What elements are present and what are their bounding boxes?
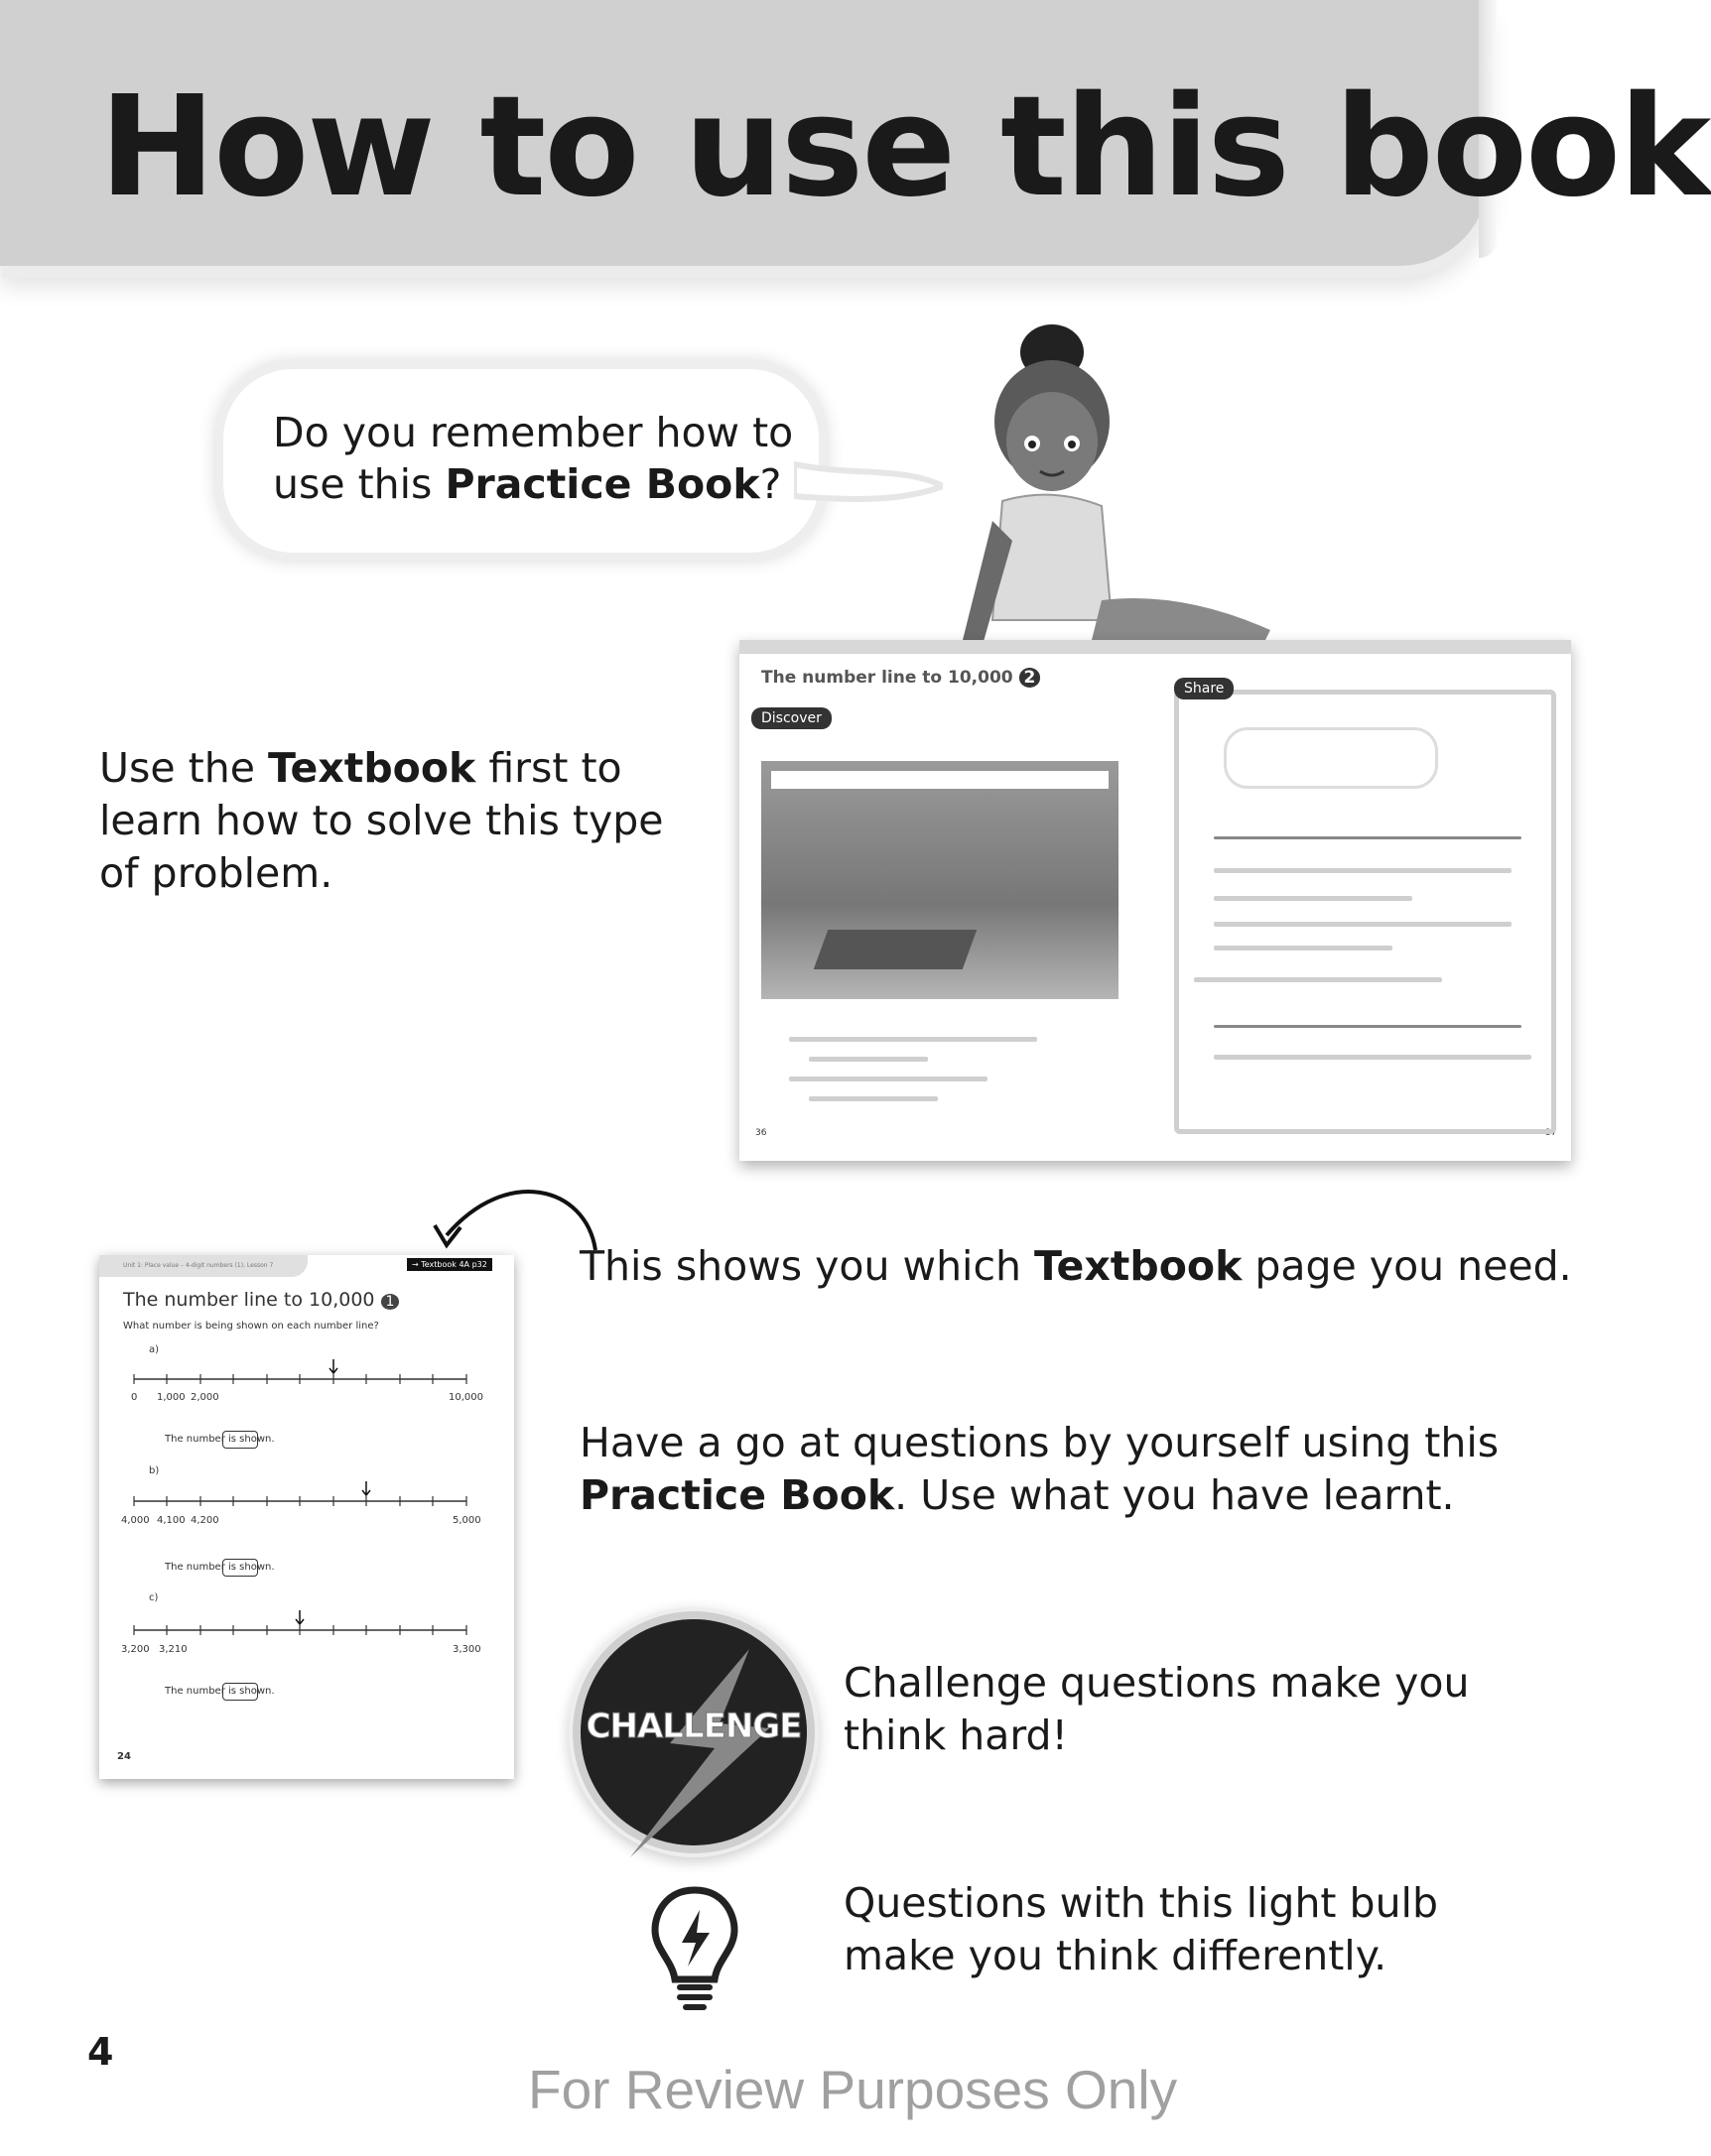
tick-label: 3,210 xyxy=(159,1644,188,1655)
practice-page-number: 24 xyxy=(117,1751,131,1762)
tick-label: 3,200 xyxy=(121,1644,150,1655)
discover-tag: Discover xyxy=(751,707,832,729)
number-line-a xyxy=(129,1359,486,1389)
bubble-line-2 xyxy=(273,458,829,510)
answer-box-b[interactable] xyxy=(222,1559,258,1577)
part-a-answer-text: The number is shown. xyxy=(165,1434,275,1445)
practice-book-note xyxy=(580,1417,1572,1522)
challenge-badge-icon xyxy=(581,1619,807,1845)
number-line-b xyxy=(129,1481,486,1511)
textbook-instruction-post: first to learn how to solve this type of problem. xyxy=(99,744,664,897)
practice-page-title-text: The number line to 10,000 xyxy=(123,1289,375,1311)
picture-number-line xyxy=(771,771,1109,789)
share-text-line xyxy=(1214,922,1512,927)
tick-label: 4,100 xyxy=(157,1515,186,1526)
part-c-answer-text: The number is shown. xyxy=(165,1686,275,1697)
part-c-label: c) xyxy=(149,1592,159,1603)
light-bulb-icon xyxy=(650,1885,739,2014)
answer-box-c[interactable] xyxy=(222,1683,258,1701)
part-b-label: b) xyxy=(149,1465,160,1476)
share-speech-bubble xyxy=(1224,727,1438,789)
tick-label: 4,000 xyxy=(121,1515,150,1526)
treadmill-picture xyxy=(761,761,1119,999)
curved-arrow-icon xyxy=(427,1166,605,1255)
tick-label: 1,000 xyxy=(157,1392,186,1403)
practice-book-note-pre: Have a go at questions by yourself using this xyxy=(580,1419,1500,1466)
practice-page-title-num: 1 xyxy=(381,1294,400,1310)
number-line-c xyxy=(129,1610,486,1640)
tick-label: 3,300 xyxy=(453,1644,481,1655)
practice-page-header: Unit 1: Place value – 4-digit numbers (1), Lesson 7 xyxy=(123,1262,274,1269)
practice-page-question: What number is being shown on each number line? xyxy=(123,1321,379,1332)
part-a-label: a) xyxy=(149,1344,160,1355)
textbook-page-note xyxy=(580,1240,1572,1293)
tick-label: 4,200 xyxy=(191,1515,219,1526)
spread-text-line xyxy=(809,1096,938,1101)
share-text-line xyxy=(1194,977,1442,982)
bubble-line-2-post: ? xyxy=(759,460,782,508)
light-bulb-description: Questions with this light bulb make you think differently. xyxy=(844,1879,1438,1979)
page-title: How to use this book xyxy=(99,66,1710,228)
girl-character-illustration xyxy=(953,322,1290,670)
treadmill-shape xyxy=(814,930,978,969)
spread-top-strip xyxy=(739,640,1571,654)
tick-label: 0 xyxy=(131,1392,138,1403)
spread-left-page-num: 36 xyxy=(755,1128,767,1138)
bubble-line-2-pre: use this xyxy=(273,460,446,508)
page-number: 4 xyxy=(87,2030,114,2074)
review-notice: For Review Purposes Only xyxy=(528,2059,1178,2120)
spread-text-line xyxy=(809,1057,928,1062)
spread-text-line xyxy=(789,1077,987,1081)
bubble-line-2-bold: Practice Book xyxy=(445,460,760,508)
textbook-spread-image xyxy=(739,640,1571,1161)
textbook-page-note-pre: This shows you which xyxy=(580,1242,1035,1290)
speech-bubble-text xyxy=(273,407,829,510)
share-text-line xyxy=(1214,896,1412,901)
textbook-instruction xyxy=(99,742,695,900)
share-tag: Share xyxy=(1174,678,1234,699)
tick-label: 5,000 xyxy=(453,1515,481,1526)
practice-page-image xyxy=(99,1255,514,1779)
textbook-reference: → Textbook 4A p32 xyxy=(407,1258,492,1271)
spread-text-line xyxy=(789,1037,1037,1042)
share-text-line xyxy=(1214,868,1512,873)
textbook-instruction-bold: Textbook xyxy=(267,744,476,792)
tick-label: 2,000 xyxy=(191,1392,219,1403)
textbook-page-note-post: page you need. xyxy=(1242,1242,1572,1290)
share-text-line xyxy=(1214,1055,1531,1060)
practice-page-title xyxy=(123,1289,399,1311)
spread-title-num: 2 xyxy=(1019,668,1041,688)
textbook-instruction-pre: Use the xyxy=(99,744,268,792)
practice-book-note-bold: Practice Book xyxy=(580,1471,895,1519)
share-number-line xyxy=(1214,1025,1521,1028)
practice-book-note-post: . Use what you have learnt. xyxy=(894,1471,1455,1519)
spread-right-page-num: 37 xyxy=(1545,1128,1557,1138)
lightning-bolt-icon xyxy=(600,1649,789,1857)
answer-box-a[interactable] xyxy=(222,1431,258,1449)
spread-title-text: The number line to 10,000 xyxy=(761,668,1013,688)
textbook-page-note-bold: Textbook xyxy=(1034,1242,1243,1290)
spread-title xyxy=(761,668,1040,688)
tick-label: 10,000 xyxy=(449,1392,483,1403)
share-number-line xyxy=(1214,836,1521,839)
part-b-answer-text: The number is shown. xyxy=(165,1562,275,1573)
challenge-description: Challenge questions make you think hard! xyxy=(844,1659,1470,1759)
bubble-line-1: Do you remember how to xyxy=(273,409,794,456)
challenge-label: CHALLENGE xyxy=(586,1707,802,1746)
share-text-line xyxy=(1214,946,1392,951)
